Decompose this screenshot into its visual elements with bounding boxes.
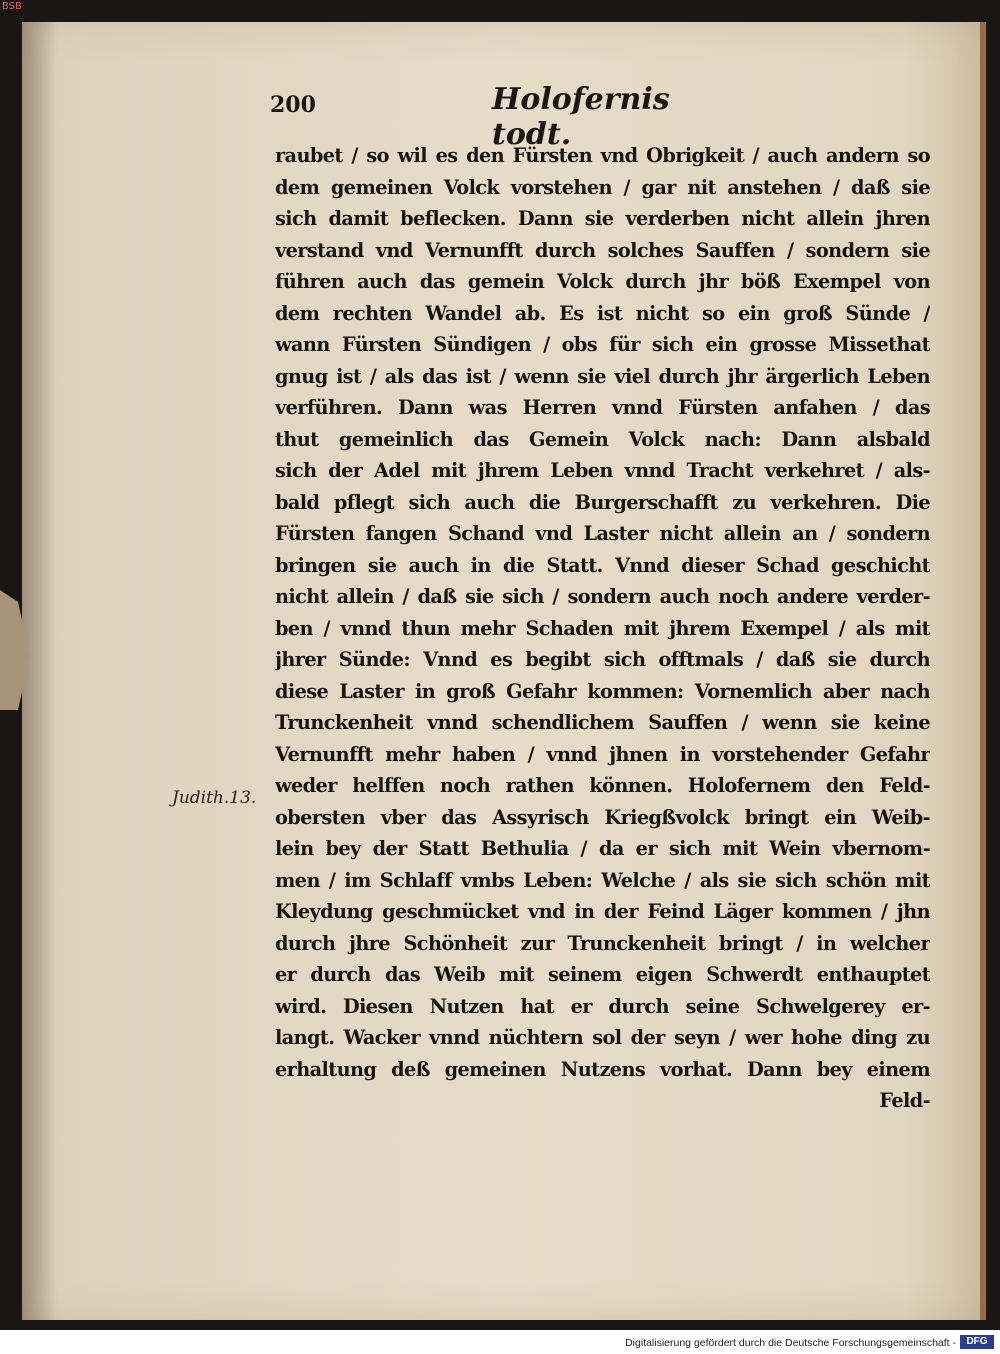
text-line: diese Laster in groß Gefahr kommen: Vornemlich aber nach — [275, 679, 930, 703]
text-line: er durch das Weib mit seinem eigen Schwerdt enthauptet — [275, 963, 930, 986]
text-line: Kleydung geschmücket vnd in der Feind Läger kommen / jhn — [275, 900, 930, 923]
text-line: ben / vnnd thun mehr Schaden mit jhrem Exempel / als mit — [275, 616, 930, 640]
text-line: nicht allein / daß sie sich / sondern auch noch andere verder- — [275, 585, 930, 608]
text-line: verführen. Dann was Herren vnnd Fürsten anfahen / das — [275, 396, 930, 419]
text-line: verstand vnd Vernunfft durch solches Sauffen / sondern sie — [275, 238, 930, 262]
text-line: dem gemeinen Volck vorstehen / gar nit anstehen / daß sie — [275, 175, 930, 199]
text-line: dem rechten Wandel ab. Es ist nicht so ein groß Sünde / — [275, 301, 930, 325]
text-line: führen auch das gemein Volck durch jhr böß Exempel von — [275, 270, 930, 293]
funding-credit: Digitalisierung gefördert durch die Deutsche Forschungsgemeinschaft - — [625, 1337, 956, 1349]
gutter-shadow — [22, 22, 56, 1320]
text-line: wann Fürsten Sündigen / obs für sich ein grosse Missethat — [275, 333, 930, 356]
text-line: gnug ist / als das ist / wenn sie viel durch jhr ärgerlich Leben — [275, 364, 930, 388]
text-line: thut gemeinlich das Gemein Volck nach: Dann alsbald — [275, 427, 930, 451]
running-title: Holofernis todt. — [492, 82, 670, 152]
text-line: Vernunfft mehr haben / vnnd jhnen in vorstehender Gefahr — [275, 742, 930, 766]
text-line: bald pflegt sich auch die Burgerschafft zu verkehren. Die — [275, 490, 930, 514]
body-text — [275, 140, 930, 1117]
page-header — [270, 82, 730, 152]
text-line: obersten vber das Assyrisch Kriegßvolck bringt ein Weib- — [275, 805, 930, 829]
text-line: erhaltung deß gemeinen Nutzens vorhat. Dann bey einem — [275, 1057, 930, 1081]
library-mark: BSB — [2, 1, 22, 12]
text-line: langt. Wacker vnnd nüchtern sol der seyn / wer hohe ding zu — [275, 1026, 930, 1049]
text-line: men / im Schlaff vmbs Leben: Welche / als sie sich schön mit — [275, 868, 930, 892]
text-line: sich damit beflecken. Dann sie verderben nicht allein jhren — [275, 207, 930, 230]
text-line: bringen sie auch in die Statt. Vnnd dieser Schad geschicht — [275, 553, 930, 577]
text-line: weder helffen noch rathen können. Holofernem den Feld- — [275, 774, 930, 797]
text-line: sich der Adel mit jhrem Leben vnnd Tracht verkehret / als- — [275, 459, 930, 482]
dfg-logo: DFG — [960, 1335, 994, 1349]
text-line: Trunckenheit vnnd schendlichem Sauffen / wenn sie keine — [275, 711, 930, 734]
catchword: Feld- — [879, 1089, 930, 1112]
footer-bar — [0, 1330, 1000, 1354]
text-line: raubet / so wil es den Fürsten vnd Obrigkeit / auch andern so — [275, 144, 930, 167]
page-number: 200 — [270, 92, 316, 118]
text-line: durch jhre Schönheit zur Trunckenheit bringt / in welcher — [275, 931, 930, 955]
text-line: Fürsten fangen Schand vnd Laster nicht allein an / sondern — [275, 522, 930, 545]
text-line: lein bey der Statt Bethulia / da er sich mit Wein vbernom- — [275, 837, 930, 860]
text-line: wird. Diesen Nutzen hat er durch seine Schwelgerey er- — [275, 994, 930, 1018]
text-line: jhrer Sünde: Vnnd es begibt sich offtmals / daß sie durch — [275, 648, 930, 671]
marginal-note: Judith.13. — [172, 788, 257, 808]
